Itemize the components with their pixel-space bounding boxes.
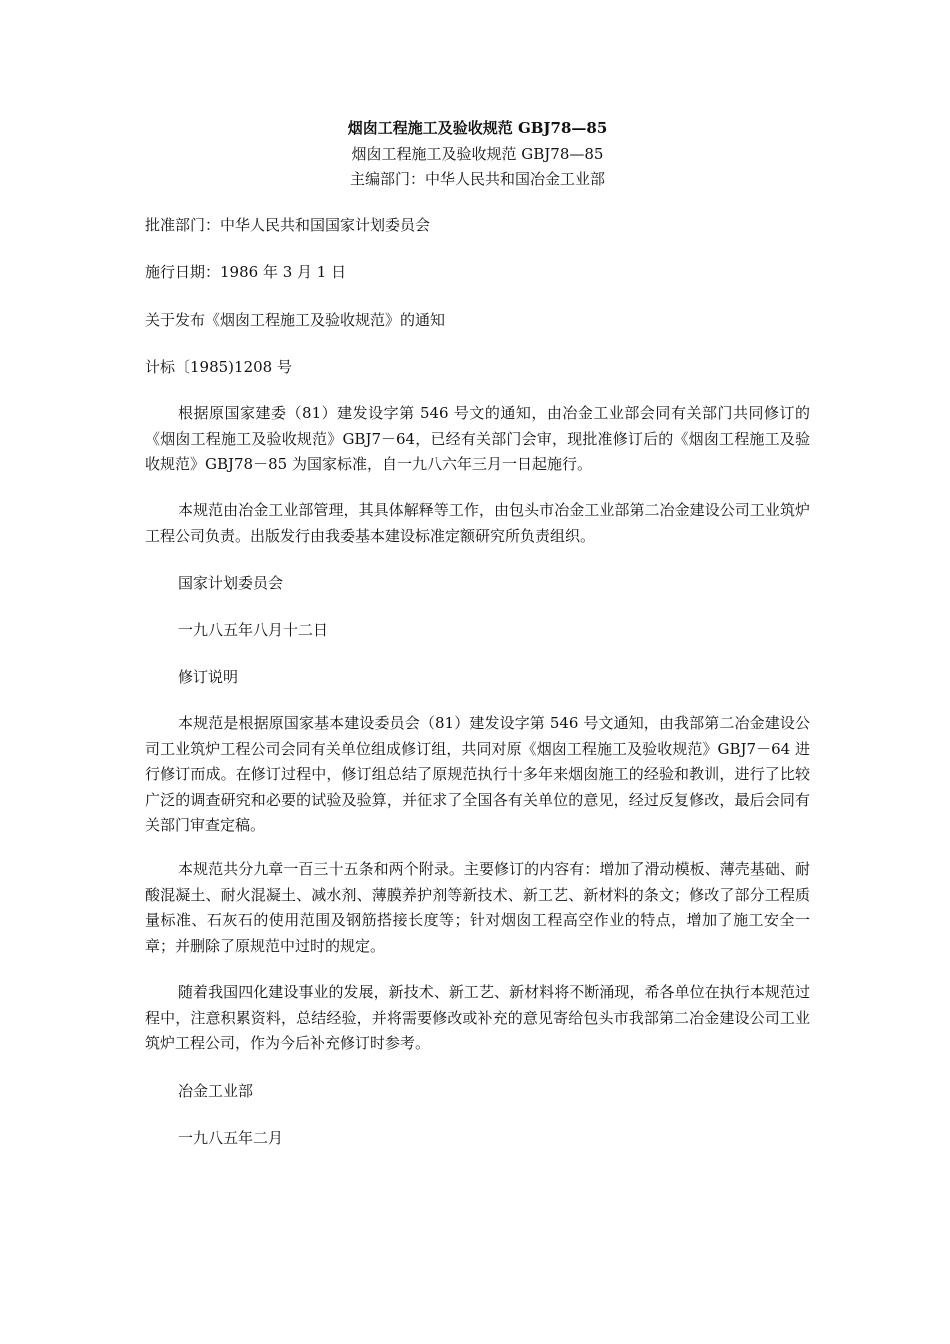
notice-date: 一九八五年八月十二日 <box>178 621 329 639</box>
document-title: 烟囱工程施工及验收规范 GBJ78—85 <box>347 119 608 137</box>
revision-signer: 冶金工业部 <box>178 1082 254 1100</box>
notice-title: 关于发布《烟囱工程施工及验收规范》的通知 <box>145 311 446 329</box>
approver-department: 批准部门：中华人民共和国国家计划委员会 <box>145 216 431 234</box>
revision-heading: 修订说明 <box>178 668 239 686</box>
notice-signer: 国家计划委员会 <box>178 574 284 592</box>
document-subtitle: 烟囱工程施工及验收规范 GBJ78—85 <box>351 145 604 163</box>
notice-paragraph-1: 根据原国家建委（81）建发设字第 546 号文的通知，由冶金工业部会同有关部门共同修订的《烟囱工程施工及验收规范》GBJ7－64，已经有关部门会审，现批准修订后的《烟囱工程施工及验收规范》GBJ78－85 为国家标准，自一九八六年三月一日起施行。 <box>145 404 810 473</box>
notice-paragraph-2: 本规范由冶金工业部管理，其具体解释等工作，由包头市冶金工业部第二冶金建设公司工业筑炉工程公司负责。出版发行由我委基本建设标准定额研究所负责组织。 <box>145 501 810 545</box>
revision-paragraph-2: 本规范共分九章一百三十五条和两个附录。主要修订的内容有：增加了滑动模板、薄壳基础、耐酸混凝土、耐火混凝土、减水剂、薄膜养护剂等新技术、新工艺、新材料的条文；修改了部分工程质量标准、石灰石的使用范围及钢筋搭接长度等；针对烟囱工程高空作业的特点，增加了施工安全一章；并删除了原规范中过时的规定。 <box>145 860 810 955</box>
document-number: 计标〔1985)1208 号 <box>145 358 292 376</box>
revision-paragraph-1: 本规范是根据原国家基本建设委员会（81）建发设字第 546 号文通知，由我部第二冶金建设公司工业筑炉工程公司会同有关单位组成修订组，共同对原《烟囱工程施工及验收规范》GBJ7－64 进行修订而成。在修订过程中，修订组总结了原规范执行十多年来烟囱施工的经验和教训，进行了比较广泛的调查研究和必要的试验及验算，并征求了全国各有关单位的意见，经过反复修改，最后会同有关部门审查定稿。 <box>145 714 810 834</box>
revision-date: 一九八五年二月 <box>178 1129 284 1147</box>
editor-department: 主编部门：中华人民共和国冶金工业部 <box>349 170 605 188</box>
revision-paragraph-3: 随着我国四化建设事业的发展，新技术、新工艺、新材料将不断涌现，希各单位在执行本规范过程中，注意积累资料，总结经验，并将需要修改或补充的意见寄给包头市我部第二冶金建设公司工业筑炉工程公司，作为今后补充修订时参考。 <box>145 983 810 1052</box>
effective-date: 施行日期：1986 年 3 月 1 日 <box>145 263 347 281</box>
